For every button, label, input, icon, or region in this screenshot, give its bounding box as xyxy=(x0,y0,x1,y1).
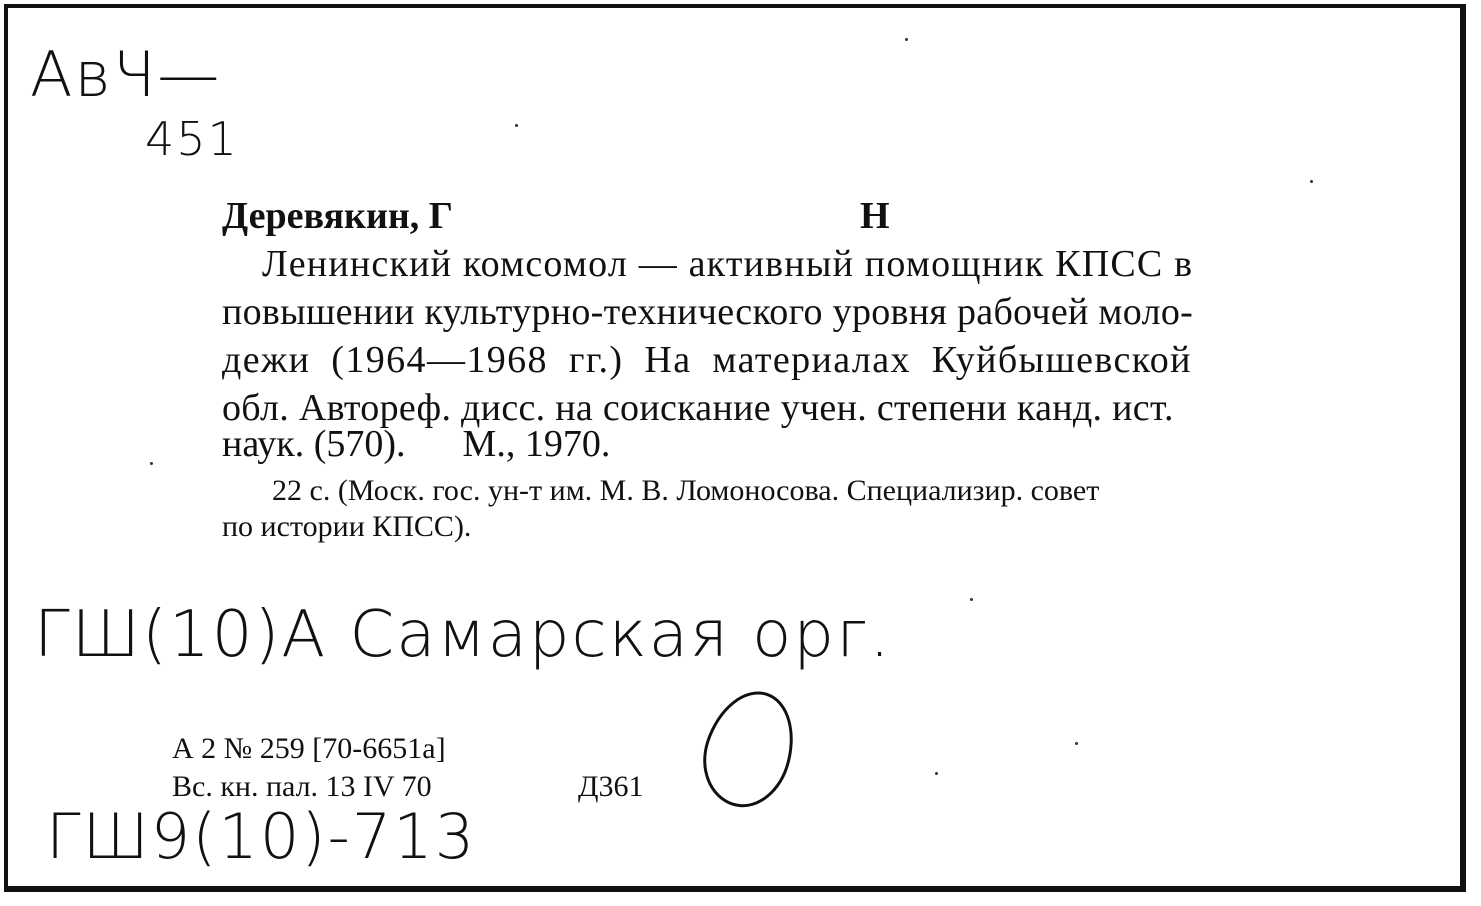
author-name: Деревякин, Г xyxy=(222,195,453,237)
title-line-3: дежи (1964—1968 гг.) На материалах Куйбышевской xyxy=(222,339,1192,381)
catalog-registry: Вс. кн. пал. 13 IV 70 xyxy=(172,770,432,803)
handwritten-bottom-mark: ГШ9(10)-713 xyxy=(46,800,477,873)
call-number-sub-handwritten: 451 xyxy=(145,112,239,166)
catalog-code: Д361 xyxy=(578,770,644,803)
author-initial: Н xyxy=(860,195,890,237)
speck xyxy=(515,124,518,127)
title-line-1: Ленинский комсомол — активный помощник КПСС в xyxy=(262,243,1194,285)
catalog-number: А 2 № 259 [70-6651а] xyxy=(172,732,446,765)
notes-line-2: по истории КПСС). xyxy=(222,510,472,543)
speck xyxy=(150,462,153,465)
handwritten-shelf-mark: ГШ(10)А Самарская орг. xyxy=(34,598,892,672)
speck xyxy=(970,598,973,601)
speck xyxy=(935,772,938,775)
speck xyxy=(1075,742,1078,745)
title-line-5: наук. (570). М., 1970. xyxy=(222,423,611,465)
call-number-handwritten: АвЧ— xyxy=(30,38,222,111)
title-line-4: обл. Автореф. дисс. на соискание учен. степени канд. ист. xyxy=(222,387,1174,429)
speck xyxy=(905,38,908,41)
speck xyxy=(1310,180,1313,183)
notes-line-1: 22 с. (Моск. гос. ун-т им. М. В. Ломоносова. Специализир. совет xyxy=(272,474,1100,507)
title-line-2: повышении культурно-технического уровня рабочей моло- xyxy=(222,291,1194,333)
